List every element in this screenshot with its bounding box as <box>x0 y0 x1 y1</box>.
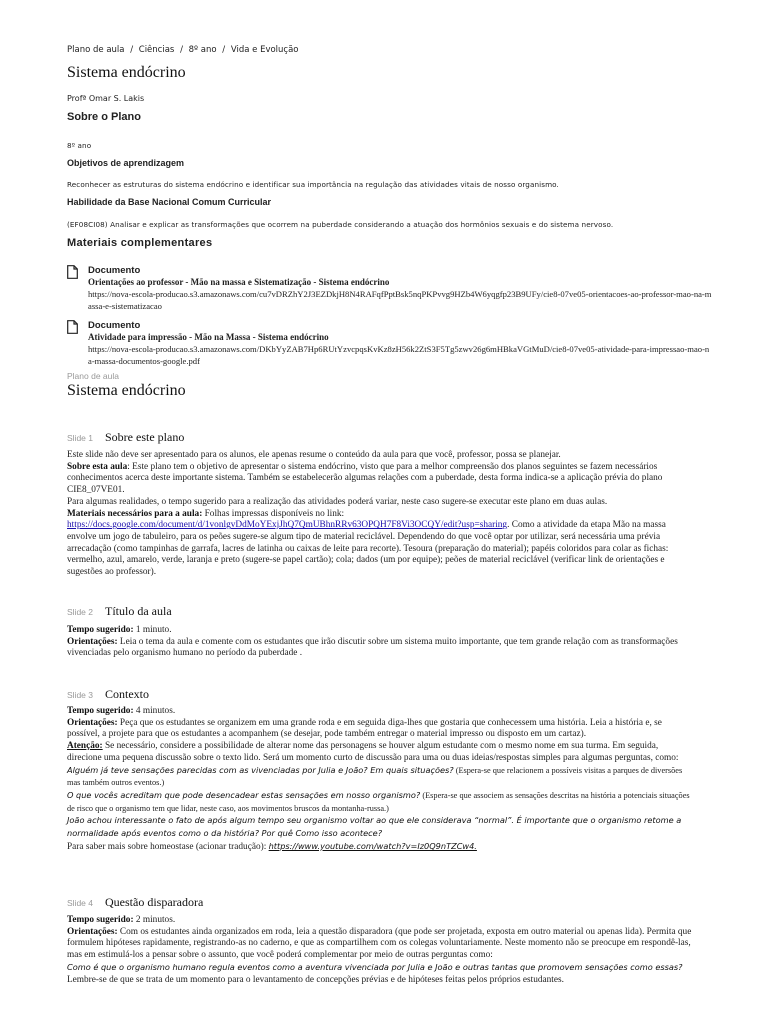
slide-heading <box>67 683 149 702</box>
label: Orientações: <box>67 926 118 937</box>
breadcrumb-item[interactable]: Vida e Evolução <box>230 45 299 55</box>
label: Sobre esta aula <box>67 461 128 472</box>
breadcrumb-separator: / <box>130 45 134 55</box>
question-text: O que vocês acreditam que pode desencadear estas sensações em nosso organismo? <box>67 789 421 800</box>
question-text: Como é que o organismo humano regula eventos como a aventura vivenciada por Julia e João e outras tantas que promovem sensações como essas? <box>67 961 683 972</box>
slide-title: Questão disparadora <box>105 895 204 909</box>
question <box>67 815 692 840</box>
text: . Como a atividade da etapa Mão na massa envolve um jogo de tabuleiro, para os peões sugere-se algum tipo de material reciclável. Dependendo do que você optar por utilizar, será necessária uma prévia arrecadação (como tampinhas de garrafa, lacres de latinha ou caixas de leite para recorte). Tesoura (preparação do material); papéis coloridos para colar as fichas: vermelho, azul, amarelo, verde, laranja e preto (sugere-se papel cartão); cola; dados (um por equipe); peões de material reciclável (verificar link de orientações e sugestões ao professor). <box>67 520 669 578</box>
paragraph <box>67 718 692 741</box>
label: Orientações: <box>67 717 118 728</box>
text: Leia o tema da aula e comente com os estudantes que irão discutir sobre um sistema muito importante, que tem grande relação com as transformações vivenciadas pelo organismo humano no período da puberdade . <box>67 636 678 659</box>
author: Profª Omar S. Lakis <box>67 94 145 103</box>
bncc-text: (EF08CI08) Analisar e explicar as transformações que ocorrem na puberdade considerando a atuação dos hormônios sexuais e do sistema nervoso. <box>67 220 614 229</box>
slide-number: Slide 2 <box>67 607 93 617</box>
material-item[interactable] <box>67 320 710 368</box>
breadcrumb-item[interactable]: Plano de aula <box>67 45 125 55</box>
slide-1-body <box>67 450 692 579</box>
paragraph <box>67 625 692 637</box>
slide-3-body <box>67 706 692 853</box>
breadcrumb-item[interactable]: Ciências <box>138 45 175 55</box>
slide-4-body <box>67 915 692 986</box>
slide-heading <box>67 600 172 619</box>
paragraph <box>67 706 692 718</box>
paragraph <box>67 462 692 497</box>
text: 1 minuto. <box>133 625 172 635</box>
label: Tempo sugerido: <box>67 915 134 925</box>
paragraph: Este slide não deve ser apresentado para os alunos, ele apenas resume o conteúdo da aula para que você, professor, possa se planejar. <box>67 450 561 460</box>
breadcrumb-item[interactable]: 8º ano <box>188 45 217 55</box>
slide-title: Título da aula <box>105 604 172 618</box>
text: : Este plano tem o objetivo de apresentar o sistema endócrino, visto que para a melhor compreensão dos planos seguintes se fazem necessários conhecimentos acerca deste importante sistema. Também se estabelecerão algumas relações com a puberdade, desta forma indica-se a aplicação prévia do plano CIE8_07VE01. <box>67 461 663 496</box>
label: Materiais necessários para a aula: <box>67 508 203 519</box>
text: Peça que os estudantes se organizem em uma grande roda e em seguida diga-lhes que gostaria que conhecessem uma história. Leia a história e, se possível, a projete para que os estudantes a acompanhem (se desejar, pode também entregar o material impresso ou disposto em um cartaz). <box>67 717 662 740</box>
slide-number: Slide 4 <box>67 898 93 908</box>
material-title[interactable]: Atividade para impressão - Mão na Massa - Sistema endócrino <box>88 332 329 342</box>
text: 4 minutos. <box>133 706 176 716</box>
question <box>67 790 692 815</box>
label: Tempo sugerido: <box>67 625 134 635</box>
document-icon <box>67 265 78 279</box>
slide-heading <box>67 891 203 910</box>
label: Orientações: <box>67 636 118 647</box>
paragraph <box>67 927 692 962</box>
slide-heading <box>67 426 184 445</box>
material-title[interactable]: Orientações ao professor - Mão na massa e Sistematização - Sistema endócrino <box>88 277 390 287</box>
material-url[interactable]: https://nova-escola-producao.s3.amazonaws.com/DKbYyZAB7Hp6RUtYzvcpqsKvKz8zH56k2ZtS3F5Tg5zwv26g6mHBkaVGtMuD/cie8-07ve05-atividade-para-impressao-mao-na-massa-documentos-google.pdf <box>88 344 710 366</box>
objectives-heading: Objetivos de aprendizagem <box>67 158 185 168</box>
question <box>67 962 692 975</box>
label: Tempo sugerido: <box>67 706 134 716</box>
material-item[interactable] <box>67 265 712 313</box>
slide-2-body <box>67 625 692 660</box>
question-text: Alguém já teve sensações parecidas com as vivenciadas por Julia e João? Em quais situações? <box>67 764 454 775</box>
breadcrumb <box>67 45 302 55</box>
paragraph <box>67 915 692 927</box>
plan-label: Plano de aula <box>67 371 119 381</box>
video-link[interactable]: https://www.youtube.com/watch?v=Iz0Q9nTZCw4. <box>268 840 477 851</box>
question-note: (Espera-se que relacionem a possíveis visitas a parques de diversões mas também outros eventos.) <box>67 765 683 788</box>
paragraph: Para algumas realidades, o tempo sugerido para a realização das atividades poderá variar, neste caso sugere-se executar este plano em duas aulas. <box>67 496 608 507</box>
text: Folhas impressas disponíveis no link: <box>202 508 345 519</box>
paragraph <box>67 841 692 854</box>
question-note: (Espera-se que associem as sensações descritas na história a potenciais situações de risco que o organismo tem que lidar, neste caso, aos movimentos bruscos da montanha-russa.) <box>67 790 690 813</box>
material-url[interactable]: https://nova-escola-producao.s3.amazonaws.com/cu7vDRZhY2J3EZDkjH8N4RAFqfPptBsk5nqPKPvvg9HZb4W6yqgfp23B9UFy/cie8-07ve05-orientacoes-ao-professor-mao-na-massa-e-sistematizacao <box>88 289 712 311</box>
slide-title: Contexto <box>105 687 149 701</box>
question-text: João achou interessante o fato de após algum tempo seu organismo voltar ao que ele considerava “normal”. É importante que o organismo retome a normalidade após eventos como o da história? Por quê Como isso acontece? <box>67 815 682 839</box>
paragraph: Lembre-se de que se trata de um momento para o levantamento de concepções prévias e de hipóteses feitas pelos próprios estudantes. <box>67 974 564 985</box>
text: Se necessário, considere a possibilidade de alterar nome das personagens se houver algum estudante com o mesmo nome em sua turma. Em seguida, direcione uma pequena discussão sobre o texto lido. Será um momento curto de discussão para uma ou duas ideias/respostas simples para algumas perguntas, como: <box>67 741 679 763</box>
text: 2 minutos. <box>133 915 176 925</box>
text: Com os estudantes ainda organizados em roda, leia a questão disparadora (que pode ser projetada, exposta em outro material ou apenas lida). Permita que formulem hipóteses rapidamente, registrando-as no caderno, e que as compartilhem com os colegas voluntariamente. Neste momento não se preocupe em respondê-las, mas em estimulá-los a pensar sobre o assunto, que você poderá complementar por meio de outras perguntas como: <box>67 926 692 961</box>
objectives-text: Reconhecer as estruturas do sistema endócrino e identificar sua importância na regulação das atividades vitais de nosso organismo. <box>67 180 559 189</box>
slide-number: Slide 3 <box>67 690 93 700</box>
question <box>67 765 692 790</box>
about-heading: Sobre o Plano <box>67 111 141 123</box>
plan-title: Sistema endócrino <box>67 382 186 399</box>
paragraph <box>67 509 692 579</box>
page-title: Sistema endócrino <box>67 64 186 81</box>
paragraph <box>67 741 692 764</box>
breadcrumb-separator: / <box>222 45 226 55</box>
label: Atenção: <box>67 741 103 752</box>
text: Para saber mais sobre homeostase (acionar tradução): <box>67 841 269 852</box>
materials-heading: Materiais complementares <box>67 237 213 249</box>
material-type: Documento <box>88 320 141 331</box>
breadcrumb-separator: / <box>180 45 183 55</box>
paragraph <box>67 637 692 660</box>
bncc-heading: Habilidade da Base Nacional Comum Curricular <box>67 197 272 207</box>
materials-link[interactable]: https://docs.google.com/document/d/1vonlgvDdMoYExjJhQ7QmUBhnRRv63OPQH7F8Vi3OCQY/edit?usp=sharing <box>67 520 508 531</box>
slide-title: Sobre este plano <box>105 430 185 444</box>
document-icon <box>67 320 78 334</box>
slide-number: Slide 1 <box>67 433 93 443</box>
material-type: Documento <box>88 265 141 276</box>
grade: 8º ano <box>67 141 92 150</box>
